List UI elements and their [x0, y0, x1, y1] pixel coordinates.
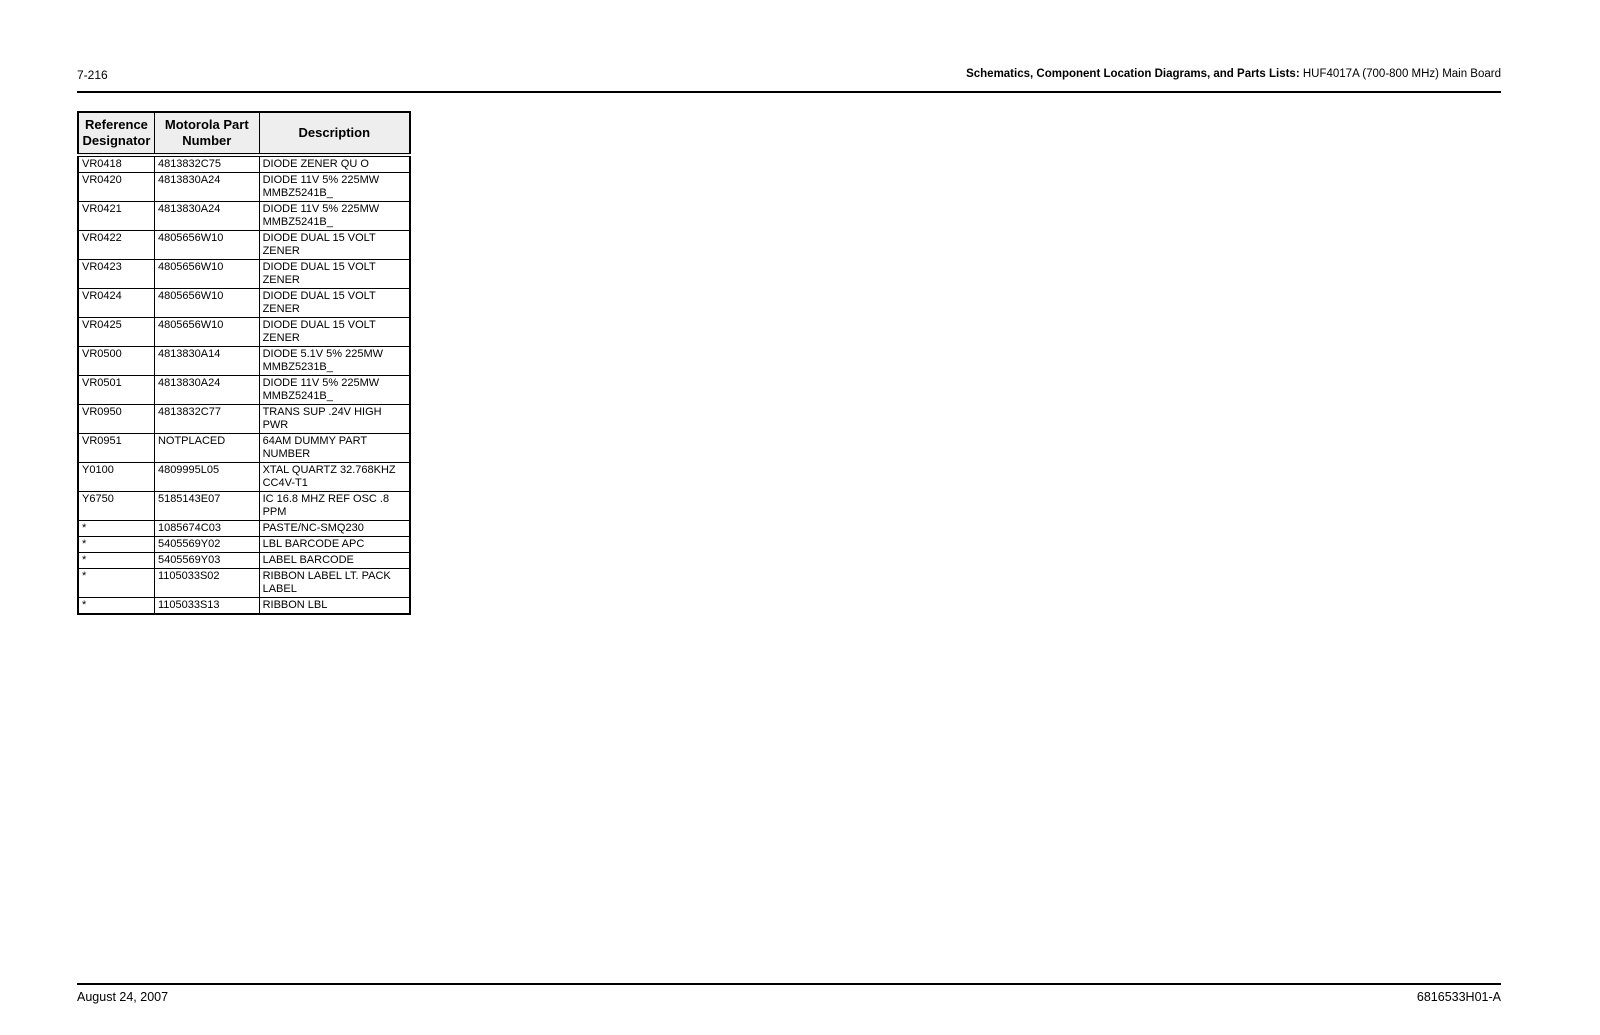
cell-part-number: 4813830A24	[154, 173, 259, 202]
cell-description: 64AM DUMMY PART NUMBER	[259, 434, 410, 463]
cell-description: LABEL BARCODE	[259, 553, 410, 569]
table-row	[78, 347, 410, 376]
table-row	[78, 318, 410, 347]
table-row	[78, 173, 410, 202]
cell-part-number: 1105033S02	[154, 569, 259, 598]
cell-description: RIBBON LABEL LT. PACK LABEL	[259, 569, 410, 598]
page-number: 7-216	[77, 68, 108, 82]
cell-description: LBL BARCODE APC	[259, 537, 410, 553]
cell-part-number: 4805656W10	[154, 260, 259, 289]
running-head	[966, 68, 1501, 80]
table-row	[78, 463, 410, 492]
table-row	[78, 569, 410, 598]
cell-part-number: 1105033S13	[154, 598, 259, 615]
cell-reference: *	[78, 521, 154, 537]
cell-part-number: 4809995L05	[154, 463, 259, 492]
table-header-row	[78, 112, 410, 155]
cell-part-number: 5185143E07	[154, 492, 259, 521]
cell-description: DIODE ZENER QU O	[259, 155, 410, 173]
cell-reference: VR0425	[78, 318, 154, 347]
cell-reference: VR0424	[78, 289, 154, 318]
table-row	[78, 155, 410, 173]
cell-description: PASTE/NC-SMQ230	[259, 521, 410, 537]
cell-description: DIODE DUAL 15 VOLT ZENER	[259, 231, 410, 260]
footer-rule	[77, 983, 1501, 985]
header-rule	[77, 91, 1501, 93]
cell-description: IC 16.8 MHZ REF OSC .8 PPM	[259, 492, 410, 521]
cell-part-number: 4805656W10	[154, 289, 259, 318]
table-row	[78, 434, 410, 463]
table-row	[78, 202, 410, 231]
cell-reference: Y0100	[78, 463, 154, 492]
column-header-description: Description	[259, 112, 410, 155]
table-row	[78, 521, 410, 537]
column-header-part-number: Motorola Part Number	[154, 112, 259, 155]
cell-reference: *	[78, 537, 154, 553]
cell-reference: *	[78, 569, 154, 598]
cell-reference: VR0420	[78, 173, 154, 202]
cell-part-number: 4805656W10	[154, 231, 259, 260]
cell-reference: *	[78, 553, 154, 569]
cell-part-number: 4805656W10	[154, 318, 259, 347]
cell-description: DIODE DUAL 15 VOLT ZENER	[259, 318, 410, 347]
cell-part-number: 5405569Y02	[154, 537, 259, 553]
cell-reference: VR0950	[78, 405, 154, 434]
column-header-reference: Reference Designator	[78, 112, 154, 155]
parts-list-table	[77, 111, 411, 615]
cell-reference: VR0418	[78, 155, 154, 173]
table-row	[78, 492, 410, 521]
cell-part-number: 4813830A24	[154, 202, 259, 231]
cell-description: DIODE 11V 5% 225MW MMBZ5241B_	[259, 173, 410, 202]
cell-description: DIODE 11V 5% 225MW MMBZ5241B_	[259, 202, 410, 231]
footer-doc-number: 6816533H01-A	[1416, 990, 1501, 1004]
cell-description: DIODE 5.1V 5% 225MW MMBZ5231B_	[259, 347, 410, 376]
cell-reference: *	[78, 598, 154, 615]
cell-description: XTAL QUARTZ 32.768KHZ CC4V-T1	[259, 463, 410, 492]
cell-part-number: 4813830A24	[154, 376, 259, 405]
cell-part-number: 1085674C03	[154, 521, 259, 537]
table-row	[78, 289, 410, 318]
cell-description: DIODE DUAL 15 VOLT ZENER	[259, 289, 410, 318]
footer-date: August 24, 2007	[77, 990, 169, 1004]
cell-description: DIODE 11V 5% 225MW MMBZ5241B_	[259, 376, 410, 405]
cell-reference: VR0951	[78, 434, 154, 463]
table-row	[78, 537, 410, 553]
cell-reference: VR0500	[78, 347, 154, 376]
cell-reference: VR0423	[78, 260, 154, 289]
cell-part-number: 4813830A14	[154, 347, 259, 376]
running-head-bold: Schematics, Component Location Diagrams, and Parts Lists:	[966, 68, 1300, 80]
table-row	[78, 231, 410, 260]
table-row	[78, 260, 410, 289]
table-row	[78, 376, 410, 405]
cell-reference: VR0421	[78, 202, 154, 231]
cell-description: TRANS SUP .24V HIGH PWR	[259, 405, 410, 434]
cell-description: RIBBON LBL	[259, 598, 410, 615]
table-row	[78, 553, 410, 569]
table-row	[78, 598, 410, 615]
cell-part-number: 5405569Y03	[154, 553, 259, 569]
cell-part-number: 4813832C75	[154, 155, 259, 173]
cell-reference: Y6750	[78, 492, 154, 521]
table-row	[78, 405, 410, 434]
cell-part-number: NOTPLACED	[154, 434, 259, 463]
cell-part-number: 4813832C77	[154, 405, 259, 434]
running-head-rest: HUF4017A (700-800 MHz) Main Board	[1299, 68, 1501, 80]
table-body	[78, 155, 410, 614]
cell-reference: VR0422	[78, 231, 154, 260]
cell-description: DIODE DUAL 15 VOLT ZENER	[259, 260, 410, 289]
cell-reference: VR0501	[78, 376, 154, 405]
